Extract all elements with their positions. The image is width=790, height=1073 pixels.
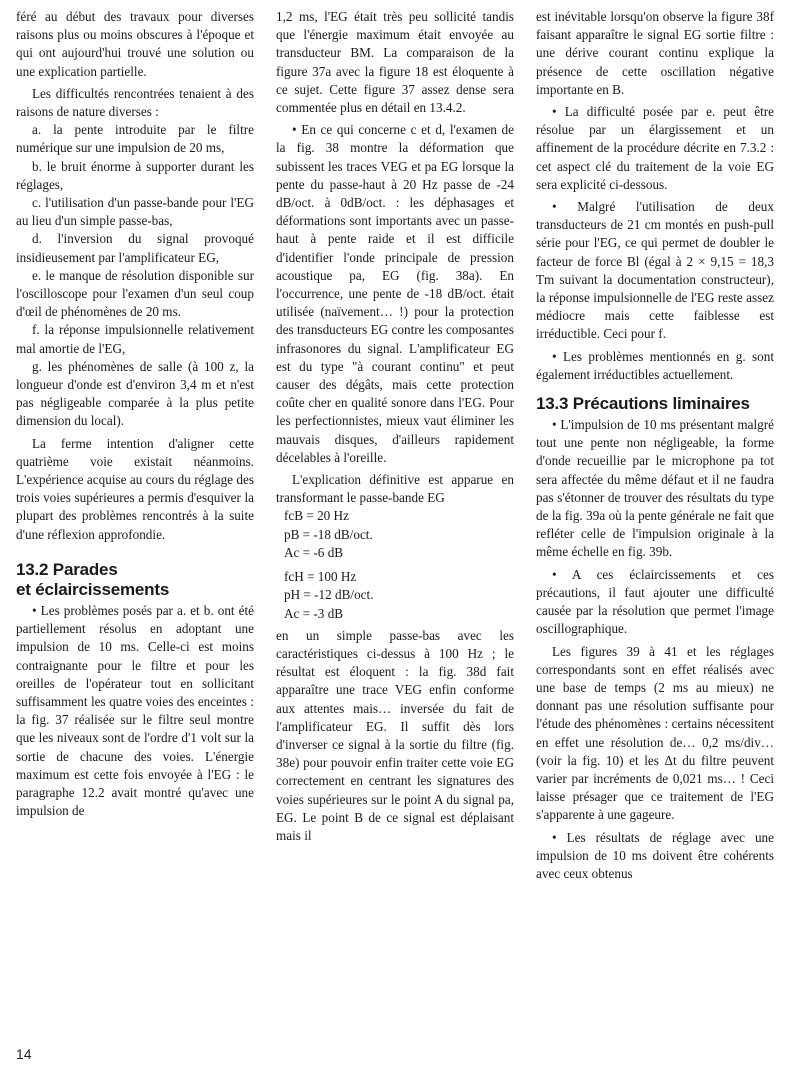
paragraph: en un simple passe-bas avec les caractéristiques ci-dessus à 100 Hz ; le résultat est éloquent : la fig. 38d fait apparaître une trace VEG enfin conforme aux attentes mais… inversée du fait de l'amplificateur EG. Il suffit dès lors d'inverser ce signal à la sortie du filtre (fig. 38e) pour pouvoir enfin traiter cette voie EG correctement en centrant les signatures des voies supérieures sur le point A du signal pa, EG. Le point B de ce signal est déplaisant mais il bbox=[276, 627, 514, 843]
list-item: d. l'inversion du signal provoqué insidieusement par l'amplificateur EG, bbox=[16, 231, 254, 265]
paragraph: La ferme intention d'aligner cette quatrième voie existait néanmoins. L'expérience acquise au cours du réglage des trois voies supérieures a permis d'esquiver la plupart des problèmes rencontrés à la suite d'une réflexion approfondie. bbox=[16, 435, 254, 542]
paragraph: 1,2 ms, l'EG était très peu sollicité tandis que l'énergie maximum était envoyée au transducteur BM. La comparaison de la figure 37a avec la figure 18 est éloquente à ce sujet. Cette figure 37 assez dense sera commentée plus en détail en 13.4.2. bbox=[276, 9, 514, 116]
page-number: 14 bbox=[16, 1046, 32, 1062]
paragraph: • Les résultats de réglage avec une impulsion de 10 ms doivent être cohérents avec ceux obtenus bbox=[536, 829, 774, 881]
list-item: b. le bruit énorme à supporter durant les réglages, bbox=[16, 158, 254, 192]
heading-line: 13.2 Parades bbox=[16, 559, 118, 579]
text-column-left bbox=[16, 8, 254, 820]
paragraph: est inévitable lorsqu'on observe la figure 38f faisant apparaître le signal EG sortie filtre : une dérive courant continu explique la présence de cette oscillation négative importante en B. bbox=[536, 9, 774, 97]
spec-line: pH = -12 dB/oct. bbox=[284, 587, 374, 603]
list-item: g. les phénomènes de salle (à 100 z, la longueur d'onde est d'environ 3,4 m et n'est pas négligeable comparée à la plus petite dimension du local). bbox=[16, 358, 254, 429]
spec-line: fcH = 100 Hz bbox=[284, 569, 357, 585]
spec-line: Ac = -6 dB bbox=[284, 544, 344, 560]
paragraph: L'explication définitive est apparue en transformant le passe-bande EG bbox=[276, 472, 514, 506]
spec-line: fcB = 20 Hz bbox=[284, 508, 349, 524]
section-heading: 13.3 Précautions liminaires bbox=[536, 394, 750, 414]
paragraph: • Malgré l'utilisation de deux transducteurs de 21 cm montés en push-pull série pour l'EG, ce qui permet de doubler le facteur de force Bl (égal à 2 × 9,15 = 18,3 Tm suivant la documentation constructeur), la réponse impulsionnelle de l'EG reste assez médiocre mais cette faiblesse est irréductible. Ceci pour f. bbox=[536, 199, 774, 342]
list-item: c. l'utilisation d'un passe-bande pour l'EG au lieu d'un simple passe-bas, bbox=[16, 195, 254, 229]
paragraph: • Les problèmes posés par a. et b. ont été partiellement résolus en adoptant une impulsion de 10 ms. Celle-ci est moins contraignante pour le filtre et pour les oreilles de l'opérateur tout en sollicitant suffisamment les quatre voies des enceintes : la fig. 37 réalisée sur le filtre seul montre que les niveaux sont de l'ordre d'1 volt sur la sortie de chacune des voies. L'énergie maximum est cette fois envoyée à l'EG : le paragraphe 12.2 avait montré qu'avec une impulsion de bbox=[16, 602, 254, 819]
list-item: e. le manque de résolution disponible sur l'oscilloscope pour l'examen d'un seul coup d'œil de phénomènes de 20 ms. bbox=[16, 267, 254, 320]
list-item: a. la pente introduite par le filtre numérique sur une impulsion de 20 ms, bbox=[16, 122, 254, 156]
heading-line: et éclaircissements bbox=[16, 579, 170, 599]
paragraph: • Les problèmes mentionnés en g. sont également irréductibles actuellement. bbox=[536, 348, 774, 382]
paragraph: • L'impulsion de 10 ms présentant malgré tout une pente non négligeable, la forme d'onde recueillie par le microphone pa tot sera affectée du même défaut et il ne faudra pas s'étonner de trouver des résultats du type de la fig. 39a où la pente générale ne fait que refléter celle de l'impulsion originale à la même échelle en fig. 39b. bbox=[536, 417, 774, 560]
paragraph: • A ces éclaircissements et ces précautions, il faut ajouter une difficulté causée par la résolution que permet l'image oscillographique. bbox=[536, 566, 774, 637]
spec-line: Ac = -3 dB bbox=[284, 605, 344, 621]
text-column-middle bbox=[276, 8, 514, 845]
paragraph: Les difficultés rencontrées tenaient à des raisons de nature diverses : bbox=[16, 85, 254, 120]
paragraph: • En ce qui concerne c et d, l'examen de la fig. 38 montre la déformation que subissent les traces VEG et pa EG lorsque la pente du passe-haut à 20 Hz passe de -24 dB/oct. à 0dB/oct. : les déphasages et déformations sont importants avec un passe-haut à pente raide et il est difficile d'identifier l'onde principale de pression acoustique pa, EG (fig. 38a). En l'occurrence, une pente de -18 dB/oct. était utilisée (naïvement… !) pour la protection des transducteurs EG contre les composantes infrasonores du signal. L'amplificateur EG est du type "à courant continu" et peut causer des dégâts, mais cette protection coûte cher en qualité sonore dans l'EG. Pour les perfectionnistes, mieux vaut éliminer les mauvais disques, d'ailleurs rapidement décelables à l'oreille. bbox=[276, 122, 514, 465]
section-heading bbox=[16, 560, 254, 600]
spec-line: pB = -18 dB/oct. bbox=[284, 526, 373, 542]
list-item: f. la réponse impulsionnelle relativement mal amortie de l'EG, bbox=[16, 322, 254, 356]
paragraph: Les figures 39 à 41 et les réglages correspondants sont en effet réalisés avec une base de temps (2 ms au mieux) ne donnant pas une résolution suffisante pour l'étude des phénomènes : certains nécessitent en effet une résolution de… 0,2 ms/div… (voir la fig. 10) et les Δt du filtre peuvent varier par incréments de 0,021 ms… ! Ceci laisse présager que ce traitement de l'EG s'apparente à une gageure. bbox=[536, 643, 774, 823]
paragraph: • La difficulté posée par e. peut être résolue par un élargissement et un affinement de la procédure décrite en 7.3.2 : cet aspect clé du traitement de la voie EG sera explicité ci-dessous. bbox=[536, 104, 774, 192]
paragraph: féré au début des travaux pour diverses raisons plus ou moins obscures à l'époque et qui ont aujourd'hui trouvé une solution ou une explication partielle. bbox=[16, 9, 254, 79]
text-column-right bbox=[536, 8, 774, 883]
